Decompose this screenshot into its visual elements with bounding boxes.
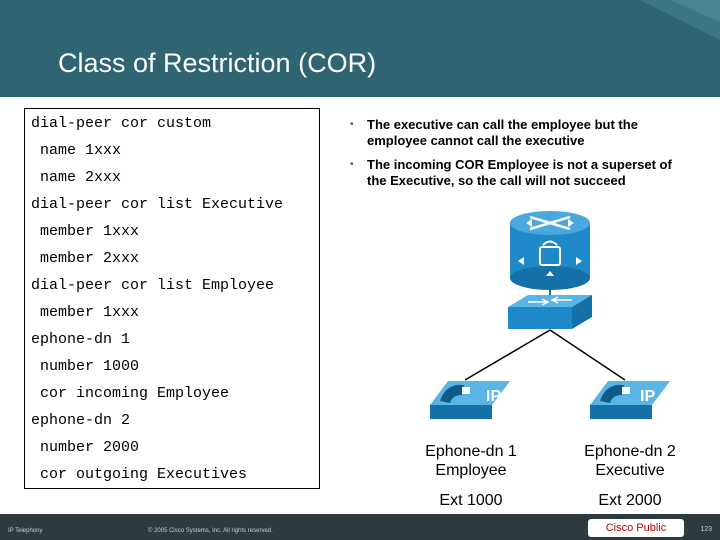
bullet-text: The executive can call the employee but the employee cannot call the executive xyxy=(367,117,638,148)
code-line: dial-peer cor custom xyxy=(31,115,212,132)
footer-section-label: IP Telephony xyxy=(8,528,43,534)
phone-2-ext: Ext 2000 xyxy=(598,492,662,509)
link-line xyxy=(550,330,625,380)
code-line: member 2xxx xyxy=(31,250,140,267)
bullet-dot-icon: • xyxy=(350,119,354,130)
link-line xyxy=(465,330,550,380)
code-line: number 2000 xyxy=(31,439,140,456)
phone-role: Executive xyxy=(595,462,665,479)
code-line: cor incoming Employee xyxy=(31,385,230,402)
network-diagram xyxy=(400,205,720,435)
title-bar xyxy=(0,0,720,97)
code-line: member 1xxx xyxy=(31,223,140,240)
router-icon xyxy=(510,211,590,290)
ip-phone-icon xyxy=(590,381,670,419)
code-line: dial-peer cor list Executive xyxy=(31,196,284,213)
code-line: ephone-dn 1 xyxy=(31,331,131,348)
classification-badge: Cisco Public xyxy=(588,519,684,537)
code-line: cor outgoing Executives xyxy=(31,466,248,483)
phone-2-label xyxy=(560,442,700,480)
phone-name: Ephone-dn 2 xyxy=(584,443,676,460)
footer-copyright: © 2005 Cisco Systems, Inc. All rights reserved. xyxy=(148,528,273,534)
config-code-box xyxy=(24,108,320,489)
page-number: 123 xyxy=(700,526,712,533)
ip-badge: IP xyxy=(640,388,656,405)
code-line: number 1000 xyxy=(31,358,140,375)
phone-name: Ephone-dn 1 xyxy=(425,443,517,460)
code-line: member 1xxx xyxy=(31,304,140,321)
phone-role: Employee xyxy=(435,462,507,479)
code-line: dial-peer cor list Employee xyxy=(31,277,275,294)
code-line: name 1xxx xyxy=(31,142,122,159)
switch-icon xyxy=(508,295,592,329)
ip-badge: IP xyxy=(486,388,502,405)
corner-decoration xyxy=(630,0,720,40)
code-line: ephone-dn 2 xyxy=(31,412,131,429)
phone-1-ext: Ext 1000 xyxy=(439,492,503,509)
code-line: name 2xxx xyxy=(31,169,122,186)
phone-1-label xyxy=(401,442,541,480)
bullet-dot-icon: • xyxy=(350,159,354,170)
ip-phone-icon xyxy=(430,381,510,419)
page-title: Class of Restriction (COR) xyxy=(58,48,377,78)
bullet-text: The incoming COR Employee is not a superset of the Executive, so the call will not succeed xyxy=(367,157,672,188)
